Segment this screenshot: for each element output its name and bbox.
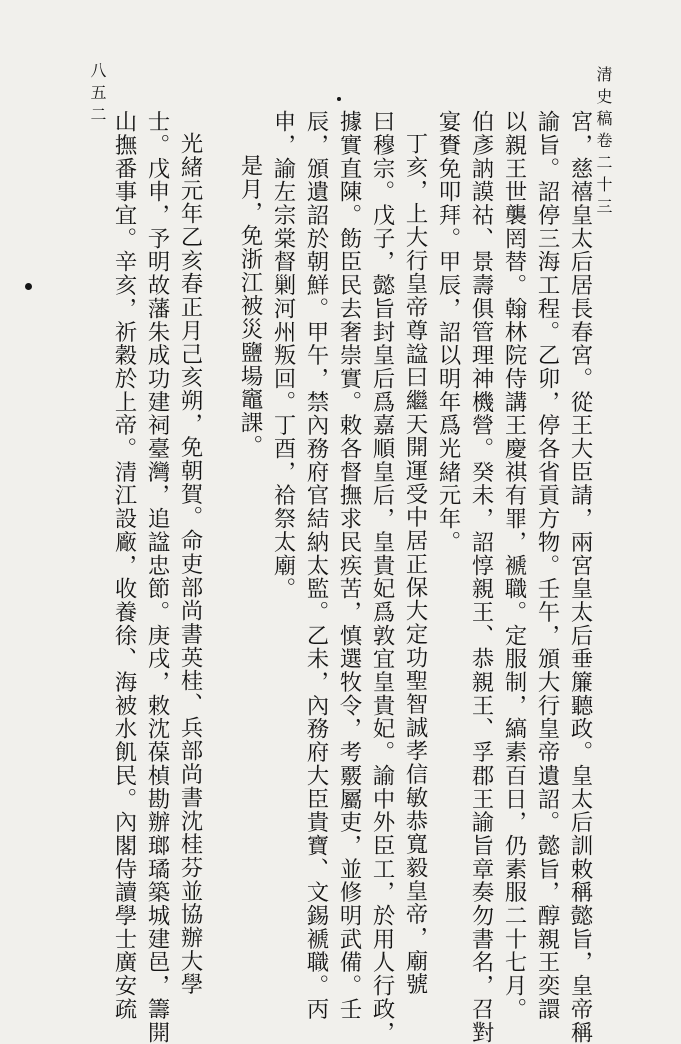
text-column-11: 是月，免浙江被災鹽場竈課。 bbox=[237, 154, 263, 458]
running-header-title: 清史稿卷二十三 bbox=[594, 66, 613, 220]
text-column-7: 曰穆宗。戊子，懿旨封皇后爲嘉順皇后，皇貴妃爲敦宜皇貴妃。諭中外臣工，於用人行政， bbox=[369, 110, 395, 1044]
text-column-14: 山撫番事宜。辛亥，祈穀於上帝。清江設廠，收養徐、海被水飢民。內閣侍讀學士廣安疏 bbox=[111, 110, 137, 1021]
text-column-1: 宮，慈禧皇太后居長春宮。從王大臣請，兩宮皇太后垂簾聽政。皇太后訓敕稱懿旨，皇帝稱 bbox=[567, 110, 593, 1044]
page-number: 八五二 bbox=[88, 62, 107, 128]
text-column-4: 伯彥訥謨祜、景壽俱管理神機營。癸未，詔惇親王、恭親王、孚郡王諭旨章奏勿書名，召對 bbox=[468, 110, 494, 1044]
text-column-5: 宴賚免叩拜。甲辰，詔以明年爲光緒元年。 bbox=[435, 110, 461, 554]
text-column-6: 丁亥，上大行皇帝尊諡曰繼天開運受中居正保大定功聖智誠孝信敏恭寬毅皇帝，廟號 bbox=[402, 132, 428, 996]
text-column-13: 士。戊申，予明故藩朱成功建祠臺灣，追諡忠節。庚戌，敕沈葆楨勘辦瑯璚築城建邑，籌開 bbox=[144, 110, 170, 1044]
text-column-9: 辰，頒遺詔於朝鮮。甲午，禁內務府官結納太監。乙未，內務府大臣貴寶、文錫褫職。丙 bbox=[303, 110, 329, 1021]
ink-dot-mark bbox=[337, 97, 341, 101]
text-column-10: 申，諭左宗棠督剿河州叛回。丁酉，祫祭太廟。 bbox=[270, 110, 296, 601]
text-column-2: 諭旨。詔停三海工程。乙卯，停各省貢方物。壬午，頒大行皇帝遺詔。懿旨，醇親王奕譞 bbox=[534, 110, 560, 1021]
ink-dot-mark bbox=[25, 283, 32, 290]
text-column-8: 據實直陳。飭臣民去奢崇實。敕各督撫求民疾苦，慎選牧令，考覈屬吏，並修明武備。壬 bbox=[336, 110, 362, 1021]
text-column-3: 以親王世襲罔替。翰林院侍講王慶祺有罪，褫職。定服制，縞素百日，仍素服二十七月。 bbox=[501, 110, 527, 1021]
text-column-12: 光緒元年乙亥春正月己亥朔，免朝賀。命吏部尚書英桂、兵部尚書沈桂芬並協辦大學 bbox=[177, 132, 203, 996]
